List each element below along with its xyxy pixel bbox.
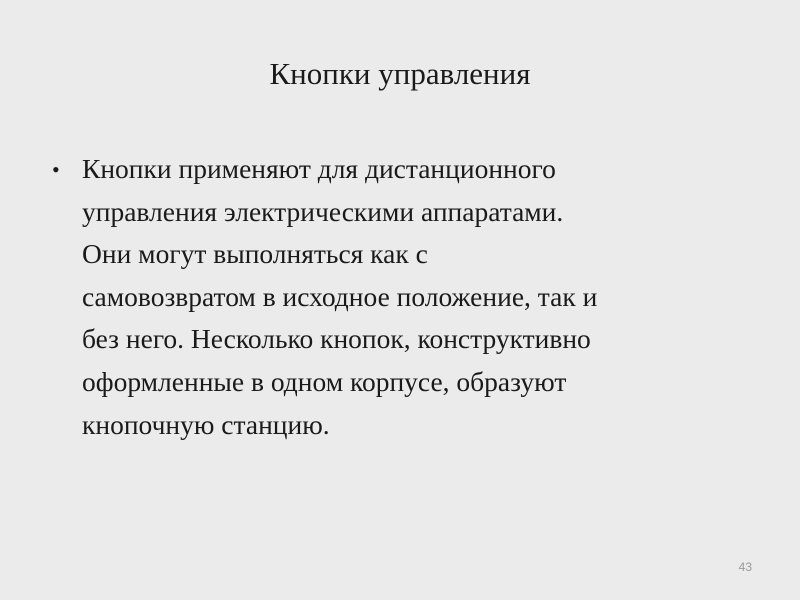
bullet-line: кнопочную станцию. (82, 408, 330, 440)
slide-title: Кнопки управления (269, 56, 531, 91)
bullet-item (52, 148, 762, 446)
bullet-list (52, 148, 762, 446)
page-number: 43 (738, 560, 752, 574)
bullet-line: оформленные в одном корпусе, образуют (82, 365, 567, 397)
bullet-line: самовозвратом в исходное положение, так и (82, 280, 598, 312)
bullet-line: Кнопки применяют для дистанционного (82, 153, 556, 184)
bullet-dot-icon: • (52, 157, 60, 182)
bullet-line: управления электрическими аппаратами. (82, 195, 564, 227)
bullet-text (82, 148, 762, 446)
bullet-line: без него. Несколько кнопок, конструктивно (82, 323, 591, 355)
bullet-line: Они могут выполняться как с (82, 238, 428, 270)
